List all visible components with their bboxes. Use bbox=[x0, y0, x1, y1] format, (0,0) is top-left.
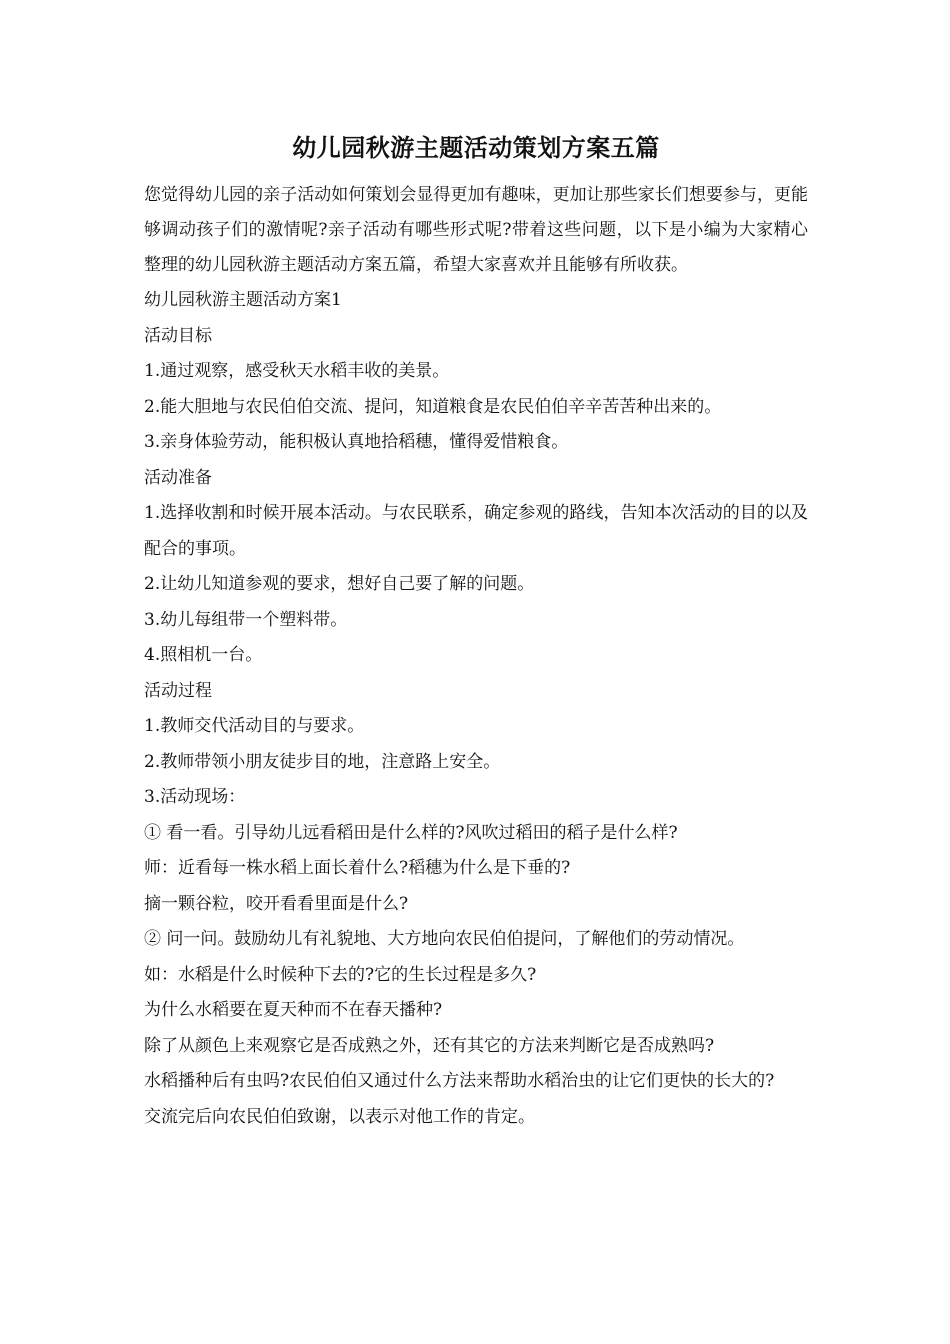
heading-activity-preparation: 活动准备 bbox=[144, 467, 212, 488]
heading-activity-goals: 活动目标 bbox=[144, 325, 212, 346]
process-look-question-1: 师：近看每一株水稻上面长着什么?稻穗为什么是下垂的? bbox=[144, 858, 571, 878]
heading-activity-process: 活动过程 bbox=[144, 680, 212, 701]
section-heading-plan-1: 幼儿园秋游主题活动方案1 bbox=[144, 290, 342, 310]
process-item-3: 3.活动现场： bbox=[144, 787, 246, 807]
process-item-1: 1.教师交代活动目的与要求。 bbox=[144, 716, 365, 736]
goal-item-3: 3.亲身体验劳动，能积极认真地拾稻穗，懂得爱惜粮食。 bbox=[144, 432, 569, 452]
preparation-item-4: 4.照相机一台。 bbox=[144, 645, 263, 665]
goal-item-1: 1.通过观察，感受秋天水稻丰收的美景。 bbox=[144, 361, 450, 381]
process-item-2: 2.教师带领小朋友徒步目的地，注意路上安全。 bbox=[144, 751, 501, 772]
process-ask-question-4: 水稻播种后有虫吗?农民伯伯又通过什么方法来帮助水稻治虫的让它们更快的长大的? bbox=[144, 1071, 775, 1091]
process-look-question-2: 摘一颗谷粒，咬开看看里面是什么? bbox=[144, 893, 409, 914]
preparation-item-1: 1.选择收割和时候开展本活动。与农民联系，确定参观的路线，告知本次活动的目的以及配合的事项。 bbox=[144, 503, 808, 559]
process-thanks: 交流完后向农民伯伯致谢，以表示对他工作的肯定。 bbox=[144, 1106, 535, 1127]
document-page bbox=[144, 128, 808, 1135]
process-ask-question-3: 除了从颜色上来观察它是否成熟之外，还有其它的方法来判断它是否成熟吗? bbox=[144, 1035, 715, 1056]
process-ask-question-2: 为什么水稻要在夏天种而不在春天播种? bbox=[144, 1000, 443, 1020]
goal-item-2: 2.能大胆地与农民伯伯交流、提问，知道粮食是农民伯伯辛辛苦苦种出来的。 bbox=[144, 396, 722, 417]
document-title: 幼儿园秋游主题活动策划方案五篇 bbox=[292, 133, 660, 162]
preparation-item-3: 3.幼儿每组带一个塑料带。 bbox=[144, 609, 348, 630]
intro-paragraph: 您觉得幼儿园的亲子活动如何策划会显得更加有趣味，更加让那些家长们想要参与，更能够调动孩子们的激情呢?亲子活动有哪些形式呢?带着这些问题，以下是小编为大家精心整理的幼儿园秋游主题活动方案五篇，希望大家喜欢并且能够有所收获。 bbox=[144, 185, 808, 275]
preparation-item-2: 2.让幼儿知道参观的要求，想好自己要了解的问题。 bbox=[144, 574, 535, 594]
process-ask-question-1: 如：水稻是什么时候种下去的?它的生长过程是多久? bbox=[144, 964, 537, 985]
process-look-item: ① 看一看。引导幼儿远看稻田是什么样的?风吹过稻田的稻子是什么样? bbox=[144, 822, 678, 843]
process-ask-item: ② 问一问。鼓励幼儿有礼貌地、大方地向农民伯伯提问，了解他们的劳动情况。 bbox=[144, 929, 745, 949]
